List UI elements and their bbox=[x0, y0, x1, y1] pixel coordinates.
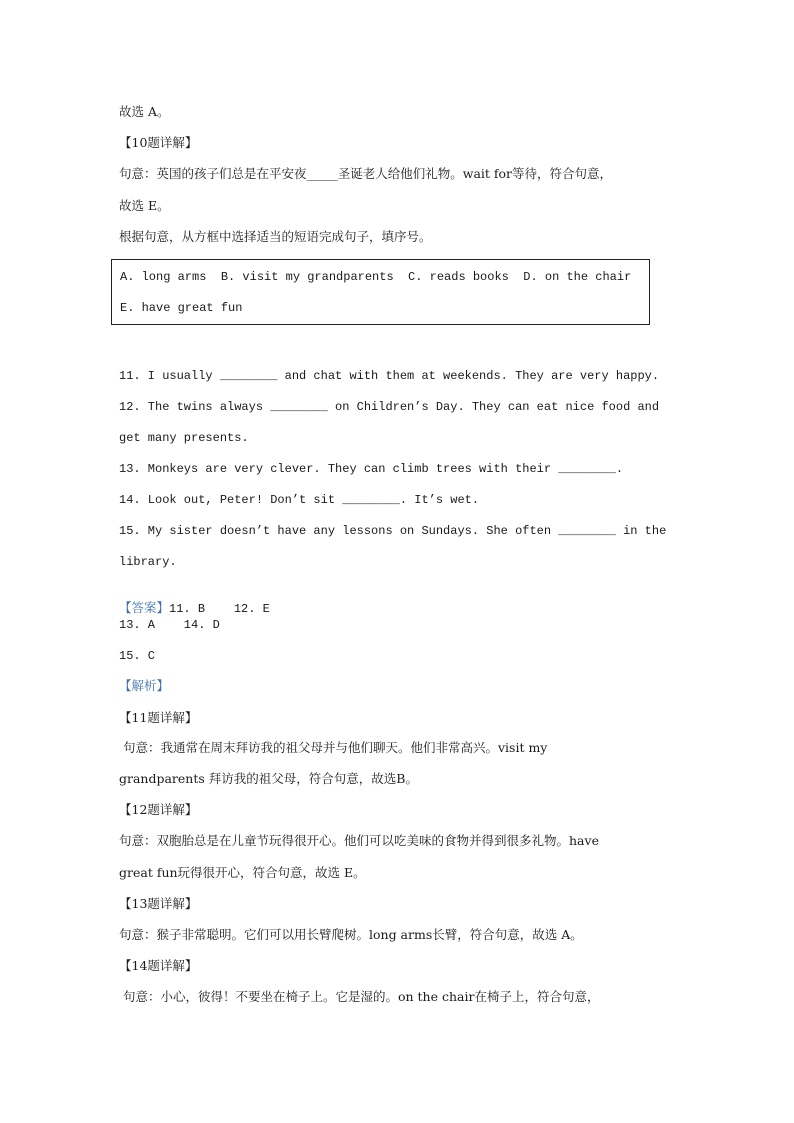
options-row: A. long arms B. visit my grandparents C. reads books D. on the chair bbox=[120, 270, 632, 284]
question-14: 14. Look out, Peter! Don’t sit ________. It’s wet. bbox=[119, 493, 480, 507]
section-heading: 【12题详解】 bbox=[119, 802, 198, 817]
answer-values: 15. C bbox=[119, 649, 156, 663]
analysis-label: 【解析】 bbox=[119, 678, 170, 693]
question-11: 11. I usually ________ and chat with them at weekends. They are very happy. bbox=[119, 369, 660, 383]
section-heading: 【11题详解】 bbox=[119, 710, 198, 725]
question-12-cont: get many presents. bbox=[119, 431, 249, 445]
text-line: 句意：英国的孩子们总是在平安夜_____圣诞老人给他们礼物。wait for等待，符合句意， bbox=[119, 166, 613, 181]
section-heading: 【10题详解】 bbox=[119, 135, 198, 150]
options-box bbox=[111, 259, 650, 325]
section-heading: 【14题详解】 bbox=[119, 958, 198, 973]
explanation-line: 句意：我通常在周末拜访我的祖父母并与他们聊天。他们非常高兴。visit my bbox=[119, 740, 548, 755]
question-15: 15. My sister doesn’t have any lessons on Sundays. She often ________ in the bbox=[119, 524, 667, 538]
explanation-line: 句意：猴子非常聪明。它们可以用长臂爬树。long arms长臂，符合句意，故选 A。 bbox=[119, 927, 583, 942]
explanation-line: 句意：小心，彼得！不要坐在椅子上。它是湿的。on the chair在椅子上，符合句意， bbox=[119, 989, 600, 1004]
instruction-line: 根据句意，从方框中选择适当的短语完成句子，填序号。 bbox=[119, 229, 432, 244]
text-line: 故选 E。 bbox=[119, 198, 170, 213]
question-15-cont: library. bbox=[119, 555, 177, 569]
question-12: 12. The twins always ________ on Children’s Day. They can eat nice food and bbox=[119, 400, 660, 414]
text-line: 故选 A。 bbox=[119, 104, 170, 119]
explanation-line: grandparents 拜访我的祖父母，符合句意，故选B。 bbox=[119, 771, 418, 786]
answer-values: 13. A 14. D bbox=[119, 618, 220, 632]
explanation-line: great fun玩得很开心，符合句意，故选 E。 bbox=[119, 865, 366, 880]
answer-values: 11. B 12. E bbox=[169, 602, 270, 616]
question-13: 13. Monkeys are very clever. They can climb trees with their ________. bbox=[119, 462, 624, 476]
section-heading: 【13题详解】 bbox=[119, 896, 198, 911]
answer-label: 【答案】 bbox=[119, 600, 170, 615]
options-row: E. have great fun bbox=[120, 301, 243, 315]
answer-row bbox=[119, 584, 270, 617]
explanation-line: 句意：双胞胎总是在儿童节玩得很开心。他们可以吃美味的食物并得到很多礼物。have bbox=[119, 833, 599, 848]
